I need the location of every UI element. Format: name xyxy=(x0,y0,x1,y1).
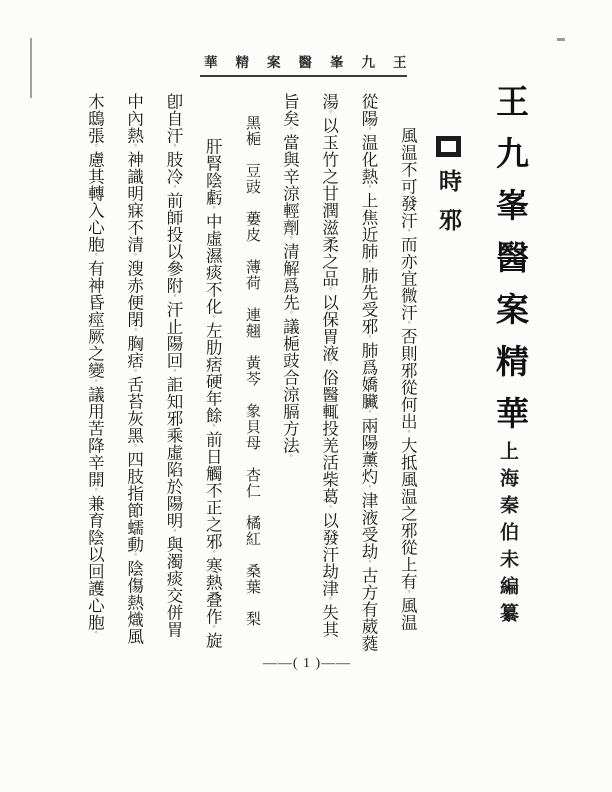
running-head-rule xyxy=(200,75,407,77)
section-marker-square-icon xyxy=(436,136,461,157)
text-column-6: 肝腎陰虧。中虛濕痰不化。左肋痞硬年餘。前日觸不正之邪。寒熱叠作。旋 xyxy=(203,138,223,649)
prescription-column: 黑梔 豆豉 蔞皮 薄荷 連翹 黃芩 象貝母 杏仁 橘紅 桑葉 梨 xyxy=(244,115,260,627)
text-column-8: 中內熱。神識明寐不清。溲赤便閉。胸痞。舌苔灰黑。四肢指節蠕動。陰傷熱熾風 xyxy=(124,93,144,645)
text-column-4: 旨矣。當與辛涼輕劑。清解爲先。議梔豉合涼膈方法。 xyxy=(280,93,300,461)
scan-edge-artifact xyxy=(30,38,32,98)
text-column-9: 木鴟張。慮其轉入心胞。有神昏痙厥之變。議用苦降辛開。兼育陰以回護心胞。 xyxy=(85,93,105,638)
scan-speck-artifact xyxy=(557,38,565,41)
author-byline: 上海秦伯未編纂 xyxy=(497,441,518,630)
section-title: 時邪 xyxy=(436,169,461,247)
text-column-1: 風温不可發汗。而亦宜微汗。否則邪從何出。大抵風温之邪從上有。風温 xyxy=(398,127,418,631)
running-head: 華精案醫峯九王 xyxy=(204,55,425,70)
page-number: ——( 1 )—— xyxy=(262,656,352,671)
text-column-7: 卽自汗。肢冷。前師投以參附。汗止陽回。詎知邪乘虛陷於陽明。與濁痰交併胃 xyxy=(163,93,183,638)
text-column-2: 從陽。温化熱。上焦近肺。肺先受邪。肺爲嬌臟。兩陽薰灼。津液受劫。古方有葳蕤 xyxy=(358,93,378,652)
body-text-block xyxy=(86,93,416,673)
section-heading xyxy=(436,136,461,247)
text-column-3: 湯。以玉竹之甘潤滋柔之品。以保胃液。俗醫輒投羌活柴葛。以發汗劫津。失其 xyxy=(319,93,339,638)
book-title: 王九峯醫案精華 xyxy=(491,84,527,448)
